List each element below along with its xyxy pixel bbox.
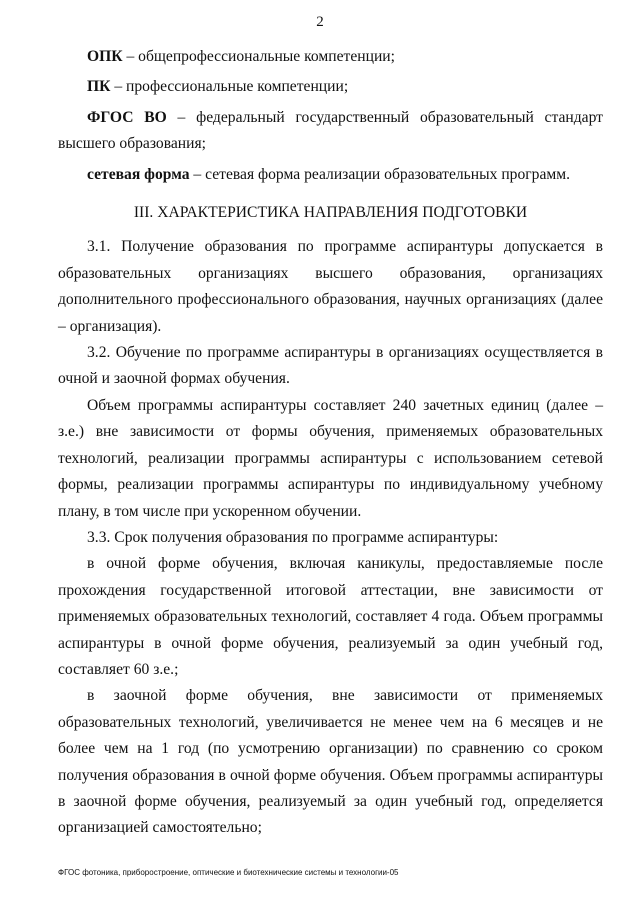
abbreviation-opk: [58, 44, 603, 70]
paragraph-full-time: в очной форме обучения, включая каникулы, предоставляемые после прохождения государственной итоговой аттестации, вне зависимости от применяемых образовательных технологий, составляет 4 года. Объем программы аспирантуры в очной форме обучения, реализуемый за один учебный год, составляет 60 з.е.;: [58, 555, 603, 678]
abbreviation-fgos: [58, 105, 603, 158]
abbreviation-definition: – федеральный государственный образовательный стандарт высшего образования;: [58, 108, 604, 153]
abbreviation-definition: – сетевая форма реализации образовательных программ.: [189, 165, 571, 183]
abbreviation-definition: – профессиональные компетенции;: [110, 78, 349, 96]
abbreviation-network-form: [58, 162, 603, 188]
paragraph-part-time: в заочной форме обучения, вне зависимости от применяемых образовательных технологий, увеличивается не менее чем на 6 месяцев и не более чем на 1 год (по усмотрению организации) по сравнению со сроком получения образования в очной форме обучения. Объем программы аспирантуры в заочной форме обучения, реализуемый за один учебный год, определяется организацией самостоятельно;: [58, 687, 603, 837]
abbreviation-definition: – общепрофессиональные компетенции;: [122, 48, 395, 65]
abbreviation-term: ФГОС ВО: [87, 108, 167, 126]
abbreviation-term: ПК: [87, 78, 111, 96]
paragraph-volume: Объем программы аспирантуры составляет 240 зачетных единиц (далее – з.е.) вне зависимости от формы обучения, применяемых образовательных технологий, реализации программы аспирантуры с использованием сетевой формы, реализации программы аспирантуры по индивидуальному учебному плану, в том числе при ускоренном обучении.: [58, 396, 603, 520]
paragraph-3-1: 3.1. Получение образования по программе аспирантуры допускается в образовательных организациях высшего образования, организациях дополнительного профессионального образования, научных организациях (далее – организация).: [58, 238, 603, 335]
paragraph-3-2: 3.2. Обучение по программе аспирантуры в организациях осуществляется в очной и заочной формах обучения.: [58, 344, 603, 388]
page-number: 2: [316, 14, 324, 30]
abbreviation-term: ОПК: [87, 48, 123, 65]
section-title: III. ХАРАКТЕРИСТИКА НАПРАВЛЕНИЯ ПОДГОТОВКИ: [133, 204, 528, 222]
paragraph-3-3: 3.3. Срок получения образования по программе аспирантуры:: [87, 528, 499, 546]
abbreviation-term: сетевая форма: [87, 165, 190, 183]
footer-text: ФГОС фотоника, приборостроение, оптические и биотехнические системы и технологии-05: [58, 868, 399, 877]
document-body: [58, 44, 603, 842]
abbreviation-pk: [58, 74, 603, 100]
